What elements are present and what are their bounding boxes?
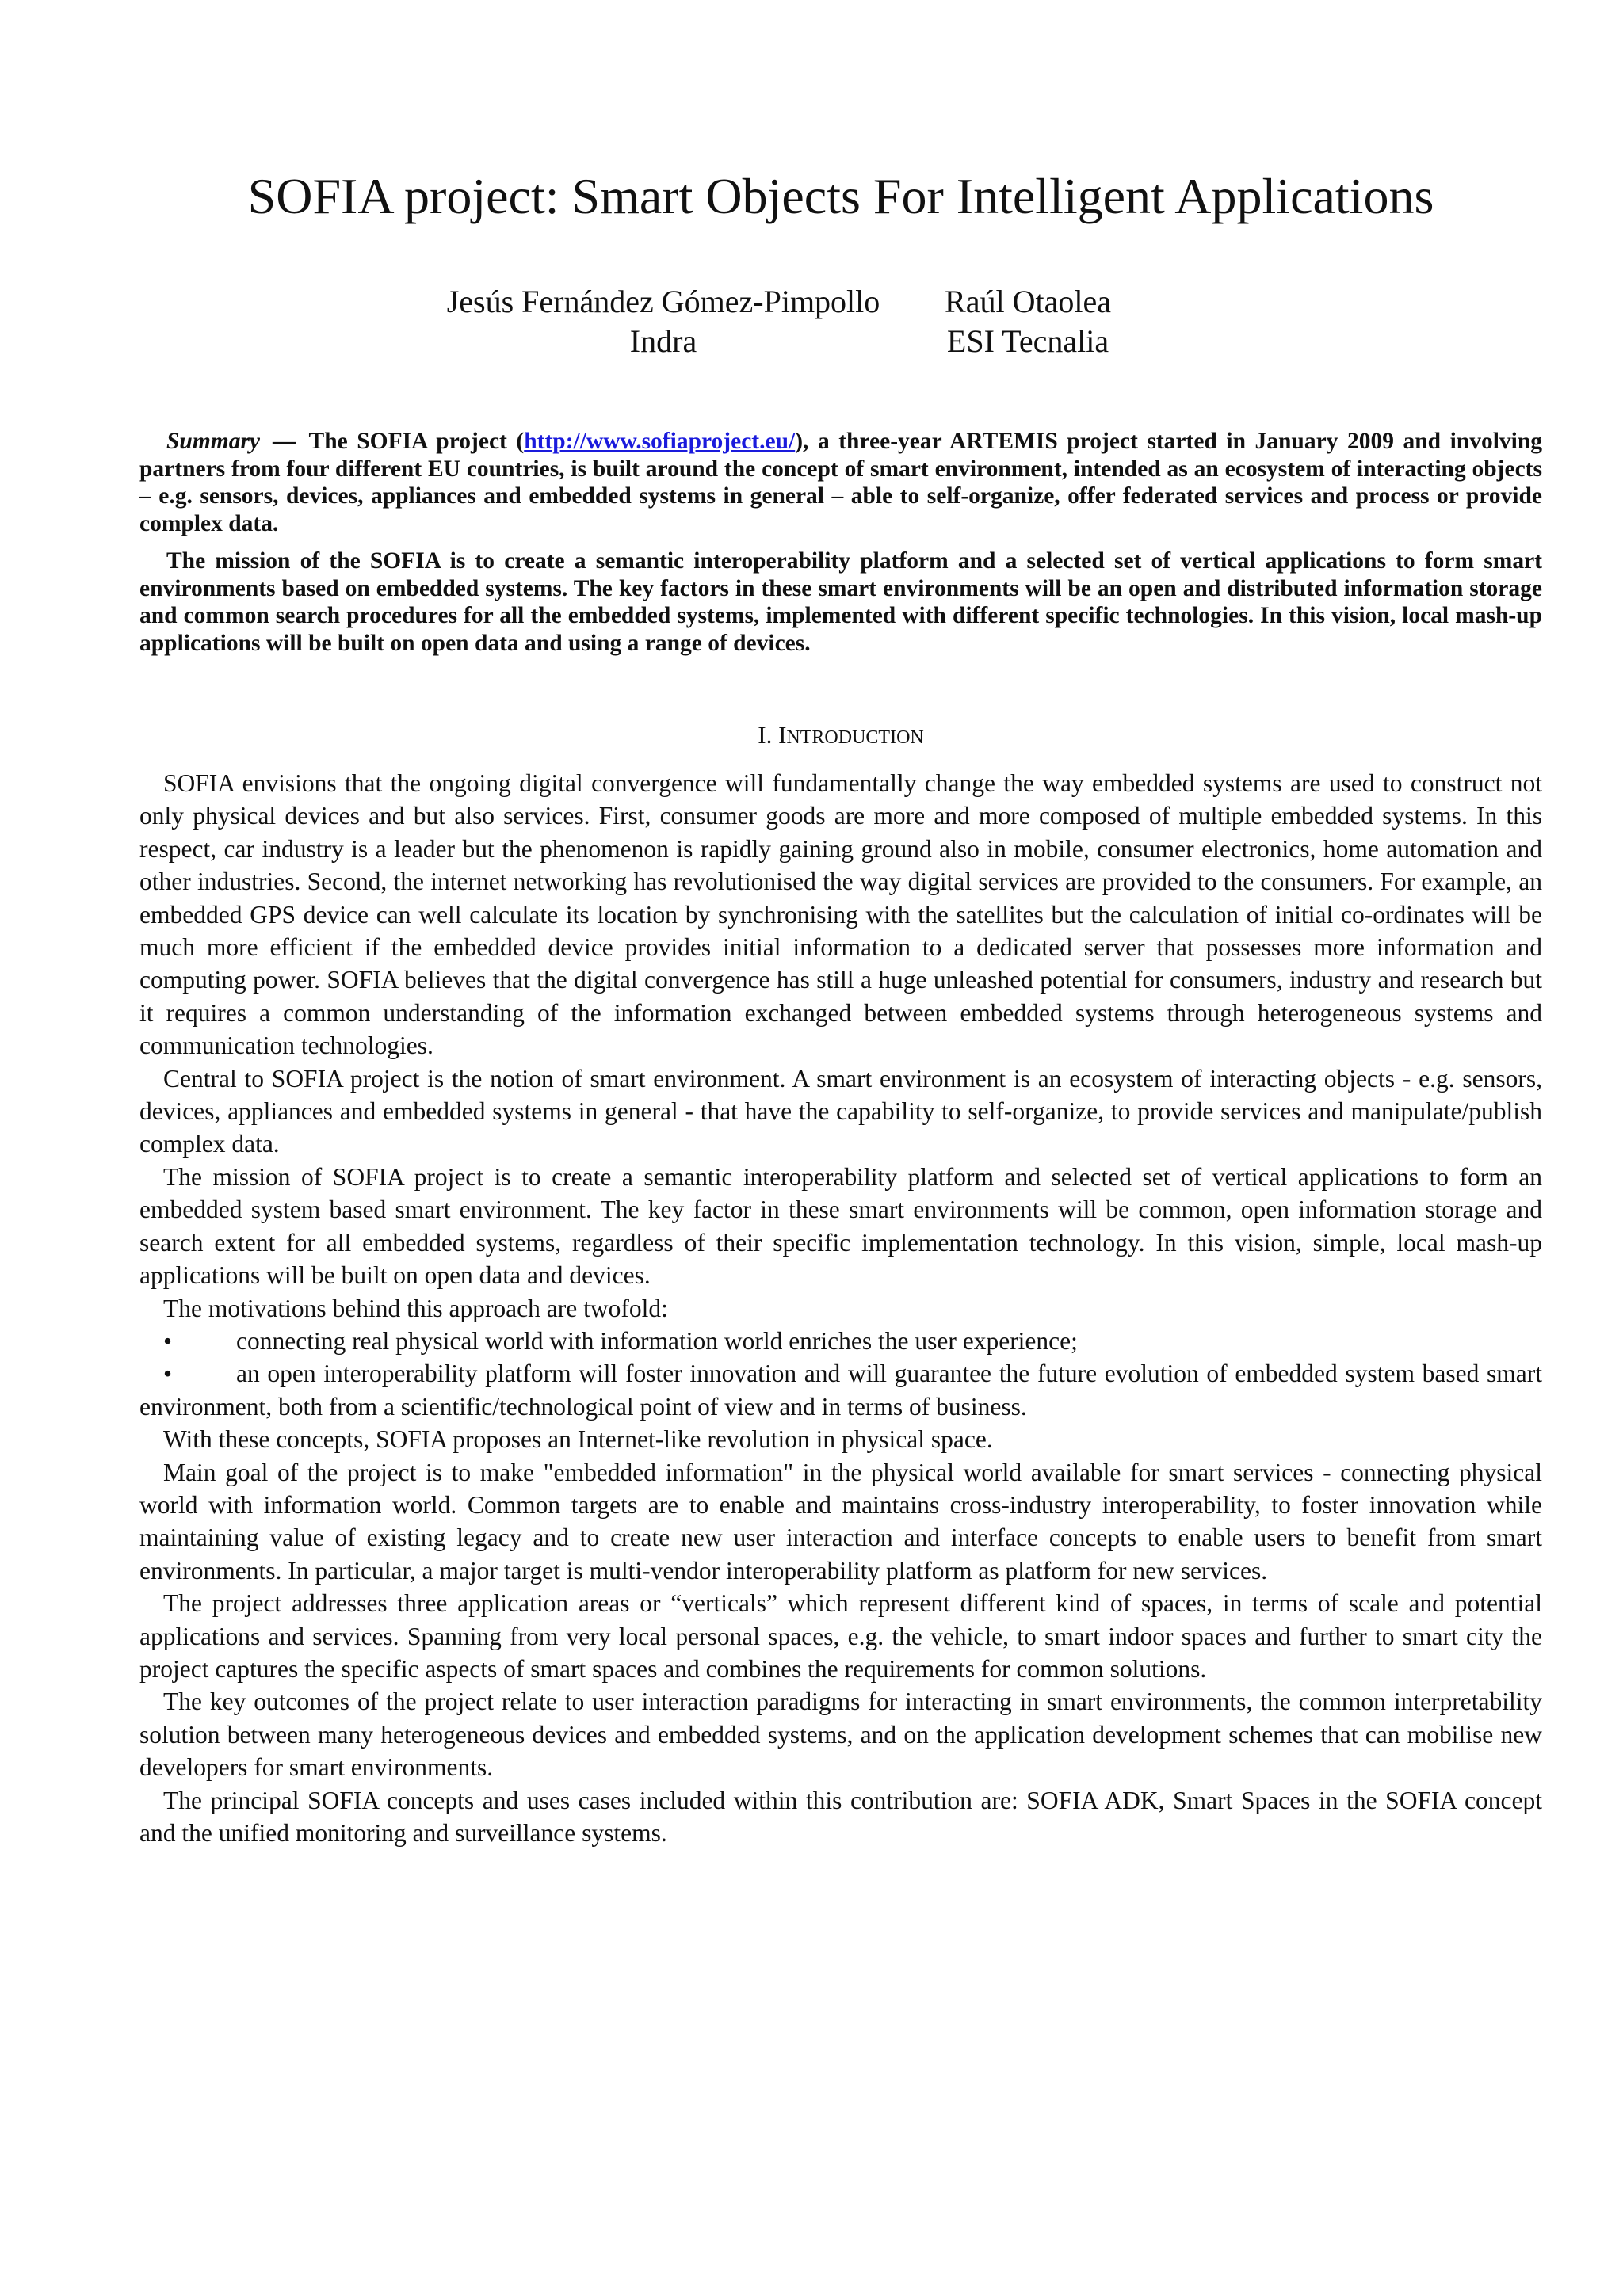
body-paragraph: The key outcomes of the project relate to user interaction paradigms for interacting in smart environments, the common interpretability solution between many heterogeneous devices and embedded systems, and on the application development schemes that can mobilise new developers for smart environments. (139, 1688, 1542, 1782)
section-numeral: I. (758, 721, 773, 749)
bullet-item (139, 1325, 1542, 1357)
abstract-dash: — (273, 429, 296, 454)
author-2 (927, 282, 1128, 361)
body-text (139, 767, 1542, 1849)
body-paragraph: SOFIA envisions that the ongoing digital convergence will fundamentally change the way embedded systems are used to construct not only physical devices and but also services. First, consumer goods are more and more composed of multiple embedded systems. In this respect, car industry is a leader but the phenomenon is rapidly gaining ground also in mobile, consumer electronics, home automation and other industries. Second, the internet networking has revolutionised the way digital services are provided to the consumers. For example, an embedded GPS device can well calculate its location by synchronising with the satellites but the calculation of initial co-ordinates will be much more efficient if the embedded device provides initial information to a dedicated server that possesses more information and computing power. SOFIA believes that the digital convergence has still a huge unleashed potential for consumers, industry and research but it requires a common understanding of the information exchanged between embedded systems through heterogeneous systems and communication technologies. (139, 769, 1542, 1060)
bullet-mark: • (163, 1326, 173, 1355)
author-name: Jesús Fernández Gómez-Pimpollo (446, 284, 880, 319)
project-url-link[interactable]: http://www.sofiaproject.eu/ (524, 429, 796, 454)
abstract-paragraph-1 (139, 428, 1542, 537)
section-rest-letters: NTRODUCTION (786, 727, 924, 748)
abstract-text: ), a three-year ARTEMIS project started in January 2009 and involving partners from four different EU countries, is built around the concept of smart environment, intended as an ecosystem of interacting objects – e.g. sensors, devices, appliances and embedded systems in general – able to self-organize, offer federated services and process or provide complex data. (139, 429, 1542, 536)
body-paragraph: Main goal of the project is to make "embedded information" in the physical world available for smart services - connecting physical world with information world. Common targets are to enable and maintains cross-industry interoperability, to foster innovation while maintaining value of existing legacy and to create new user interaction and interface concepts to enable users to benefit from smart environments. In particular, a major target is multi-vendor interoperability platform as platform for new services. (139, 1458, 1542, 1585)
body-paragraph: The principal SOFIA concepts and uses cases included within this contribution are: SOFIA ADK, Smart Spaces in the SOFIA concept and the unified monitoring and surveillance systems. (139, 1786, 1542, 1847)
author-1 (436, 282, 891, 361)
paper-title: SOFIA project: Smart Objects For Intelligent Applications (247, 168, 1434, 224)
bullet-text: connecting real physical world with information world enriches the user experience; (236, 1326, 1078, 1355)
author-block (139, 282, 1542, 369)
body-paragraph: Central to SOFIA project is the notion of smart environment. A smart environment is an ecosystem of interacting objects - e.g. sensors, devices, appliances and embedded systems in general - that have the capability to self-organize, to provide services and manipulate/publish complex data. (139, 1064, 1542, 1158)
bullet-item (139, 1357, 1542, 1423)
abstract-label: Summary (166, 429, 261, 454)
author-affiliation: Indra (629, 323, 697, 359)
abstract-paragraph-2: The mission of the SOFIA is to create a semantic interoperability platform and a selected set of vertical applications to form smart environments based on embedded systems. The key factors in these smart environments will be an open and distributed information storage and common search procedures for all the embedded systems, implemented with different specific technologies. In this vision, local mash-up applications will be built on open data and using a range of devices. (139, 548, 1542, 656)
body-paragraph: The project addresses three application areas or “verticals” which represent different kind of spaces, in terms of scale and potential applications and services. Spanning from very local personal spaces, e.g. the vehicle, to smart indoor spaces and further to smart city the project captures the specific aspects of smart spaces and combines the requirements for common solutions. (139, 1589, 1542, 1683)
author-name: Raúl Otaolea (945, 284, 1111, 319)
abstract-text: The SOFIA project ( (308, 429, 525, 454)
body-paragraph: The mission of SOFIA project is to create a semantic interoperability platform and selected set of vertical applications to form an embedded system based smart environment. The key factor in these smart environments will be common, open information storage and search extent for all embedded systems, regardless of their specific implementation technology. In this vision, simple, local mash-up applications will be built on open data and devices. (139, 1162, 1542, 1290)
body-paragraph: With these concepts, SOFIA proposes an Internet-like revolution in physical space. (163, 1425, 993, 1454)
body-paragraph: The motivations behind this approach are twofold: (163, 1294, 668, 1322)
section-first-letter: I (778, 721, 787, 749)
bullet-text: an open interoperability platform will foster innovation and will guarantee the future evolution of embedded system based smart environment, both from a scientific/technological point of view and in terms of business. (139, 1360, 1542, 1421)
section-heading-introduction (139, 719, 1542, 753)
abstract (139, 428, 1542, 667)
author-affiliation: ESI Tecnalia (946, 323, 1109, 359)
bullet-mark: • (163, 1360, 173, 1388)
